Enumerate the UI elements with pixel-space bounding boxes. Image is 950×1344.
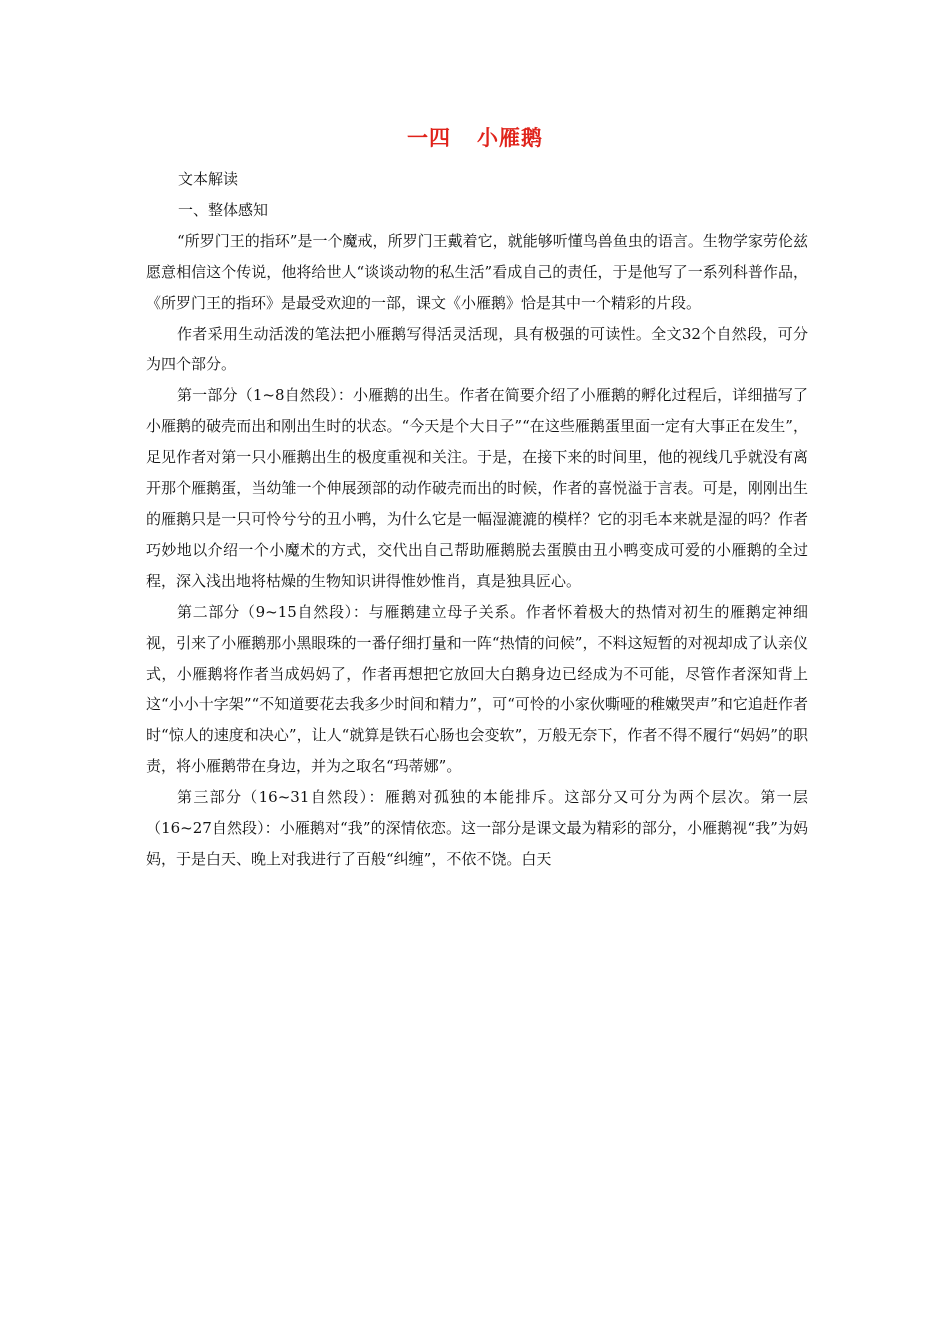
subsection-heading: 一、整体感知 (178, 200, 269, 219)
section-heading: 文本解读 (178, 170, 239, 188)
title-text: 小雁鹅 (477, 126, 543, 150)
paragraph-5: 第三部分（16~31自然段）：雁鹅对孤独的本能排斥。这部分又可分为两个层次。第一层（16~27自然段）：小雁鹅对“我”的深情依恋。这一部分是课文最为精彩的部分，小雁鹅视“我”为妈妈，于是白天、晚上对我进行了百般“纠缠”，不依不饶。白天 (146, 788, 808, 868)
title-number: 一四 (407, 126, 451, 150)
paragraph-3: 第一部分（1~8自然段）：小雁鹅的出生。作者在简要介绍了小雁鹅的孵化过程后，详细描写了小雁鹅的破壳而出和刚出生时的状态。“今天是个大日子”“在这些雁鹅蛋里面一定有大事正在发生”，足见作者对第一只小雁鹅出生的极度重视和关注。于是，在接下来的时间里，他的视线几乎就没有离开那个雁鹅蛋，当幼雏一个伸展颈部的动作破壳而出的时候，作者的喜悦溢于言表。可是，刚刚出生的雁鹅只是一只可怜兮兮的丑小鸭，为什么它是一幅湿漉漉的模样？它的羽毛本来就是湿的吗？作者巧妙地以介绍一个小魔术的方式，交代出自己帮助雁鹅脱去蛋膜由丑小鸭变成可爱的小雁鹅的全过程，深入浅出地将枯燥的生物知识讲得惟妙惟肖，真是独具匠心。 (146, 386, 808, 590)
paragraph-2: 作者采用生动活泼的笔法把小雁鹅写得活灵活现，具有极强的可读性。全文32个自然段，可分为四个部分。 (146, 324, 808, 374)
document-body (146, 164, 808, 875)
paragraph-1: “所罗门王的指环”是一个魔戒，所罗门王戴着它，就能够听懂鸟兽鱼虫的语言。生物学家劳伦兹愿意相信这个传说，他将给世人“谈谈动物的私生活”看成自己的责任，于是他写了一系列科普作品，《所罗门王的指环》是最受欢迎的一部，课文《小雁鹅》恰是其中一个精彩的片段。 (146, 231, 808, 312)
page-title (0, 122, 950, 152)
paragraph-4: 第二部分（9~15自然段）：与雁鹅建立母子关系。作者怀着极大的热情对初生的雁鹅定神细视，引来了小雁鹅那小黑眼珠的一番仔细打量和一阵“热情的问候”，不料这短暂的对视却成了认亲仪式，小雁鹅将作者当成妈妈了，作者再想把它放回大白鹅身边已经成为不可能，尽管作者深知背上这“小小十字架”“不知道要花去我多少时间和精力”，可“可怜的小家伙嘶哑的稚嫩哭声”和它追赶作者时“惊人的速度和决心”，让人“就算是铁石心肠也会变软”，万般无奈下，作者不得不履行“妈妈”的职责，将小雁鹅带在身边，并为之取名“玛蒂娜”。 (146, 602, 808, 776)
